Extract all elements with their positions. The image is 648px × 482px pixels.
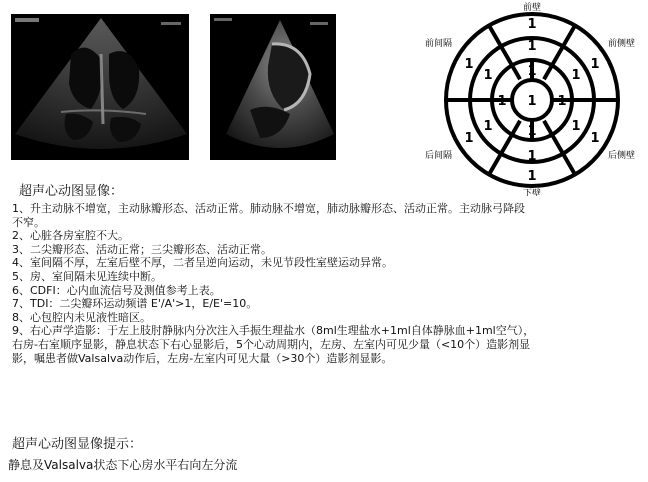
segment-value: 1 [483,68,493,83]
segment-value: 1 [464,131,474,146]
segment-value: 1 [527,124,537,139]
report-line: 2、心脏各房室腔不大。 [12,229,129,243]
report-line: 影，嘱患者做Valsalva动作后，左房-左室内可见大量（>30个）造影剂显影。 [12,351,393,365]
report-line: 7、TDI：二尖瓣环运动频谱 E'/A'>1，E/E'=10。 [12,297,258,311]
segment-value: 1 [590,57,600,72]
segment-value: 1 [571,68,581,83]
label-anterior: 前壁 [523,3,542,13]
segment-value: 1 [527,39,537,54]
report-line: 3、二尖瓣形态、活动正常；三尖瓣形态、活动正常。 [12,242,272,256]
conclusion-title: 超声心动图显像提示： [12,437,143,452]
label-inferolateral: 后侧壁 [608,151,636,161]
report-line: 1、升主动脉不增宽，主动脉瓣形态、活动正常。肺动脉不增宽，肺动脉瓣形态、活动正常。主动脉弓降段 [12,202,525,215]
echo-image-contrast [210,14,336,160]
label-anterolateral: 前侧壁 [608,39,636,49]
bullseye-segment-diagram [420,0,642,196]
label-anteroseptal: 前间隔 [425,39,453,49]
segment-value: 1 [527,149,537,164]
segment-value: 1 [527,64,537,79]
report-line: 9、右心声学造影：于左上肢肘静脉内分次注入手振生理盐水（8ml生理盐水+1ml自体静脉血+1ml空气）， [12,324,535,338]
report-line: 5、房、室间隔未见连续中断。 [12,269,162,283]
segment-value: 1 [557,94,567,109]
label-inferior: 下壁 [523,189,542,196]
echo-image-four-chamber [11,14,189,160]
label-inferoseptal: 后间隔 [425,151,453,161]
segment-value: 1 [571,119,581,134]
report-line: 4、室间隔不厚，左室后壁不厚，二者呈逆向运动，未见节段性室壁运动异常。 [12,256,393,270]
report-title: 超声心动图显像： [19,184,124,199]
conclusion-text: 静息及Valsalva状态下心房水平右向左分流 [8,458,238,472]
report-line: 8、心包腔内未见液性暗区。 [12,310,151,324]
segment-value: 1 [590,131,600,146]
segment-value: 1 [483,119,493,134]
segment-value: 1 [527,169,537,184]
report-line: 右房-右室顺序显影，静息状态下右心显影后，5个心动周期内，左房、左室内可见少量（<10个）造影剂显 [12,337,531,351]
report-body [12,202,612,365]
report-line: 6、CDFI：心内血流信号及测值参考上表。 [12,283,221,297]
segment-value: 1 [464,57,474,72]
segment-value: 1 [527,17,537,32]
segment-value: 1 [527,94,537,109]
report-line: 不窄。 [12,215,45,229]
segment-value: 1 [497,94,507,109]
